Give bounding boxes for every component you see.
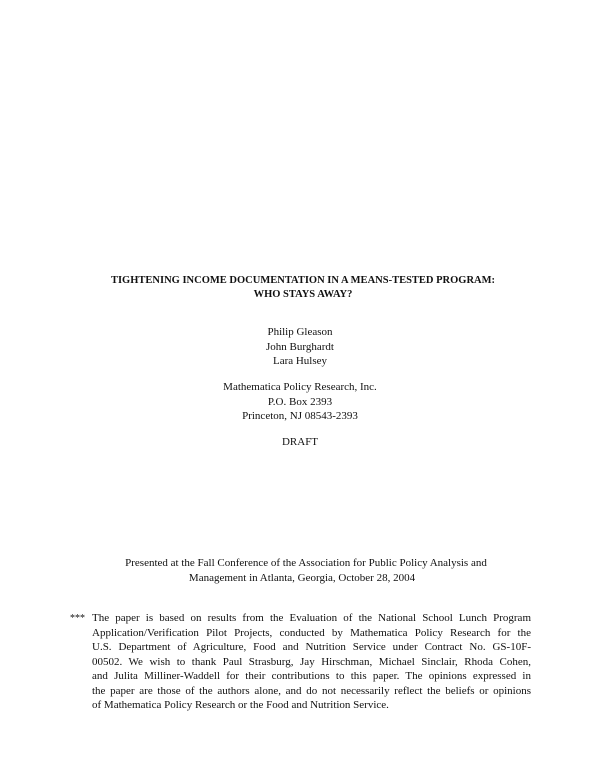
draft-label: DRAFT bbox=[281, 436, 319, 448]
presented-line-2: Management in Atlanta, Georgia, October 28, 2004 bbox=[188, 572, 416, 584]
title-line-2: WHO STAYS AWAY? bbox=[253, 289, 353, 300]
footnote-line: the paper are those of the authors alone, and do not necessarily reflect the beliefs or opinions bbox=[92, 684, 531, 697]
affiliation-name: Mathematica Policy Research, Inc. bbox=[223, 381, 377, 393]
footnote-marker: *** bbox=[70, 613, 85, 624]
author-1: Philip Gleason bbox=[267, 326, 333, 338]
presented-line-1: Presented at the Fall Conference of the Association for Public Policy Analysis and bbox=[125, 557, 487, 569]
author-2: John Burghardt bbox=[266, 341, 334, 353]
footnote-line: of Mathematica Policy Research or the Food and Nutrition Service. bbox=[92, 699, 389, 711]
affiliation-city: Princeton, NJ 08543-2393 bbox=[242, 410, 358, 422]
affiliation-pobox: P.O. Box 2393 bbox=[267, 396, 333, 408]
footnote-line: U.S. Department of Agriculture, Food and Nutrition Service under Contract No. GS-10F- bbox=[92, 641, 531, 653]
footnote-line: and Julita Milliner-Waddell for their contributions to this paper. The opinions expressed in bbox=[92, 670, 531, 682]
footnote-line: Application/Verification Pilot Projects, conducted by Mathematica Policy Research for the bbox=[92, 626, 531, 639]
title-line-1: TIGHTENING INCOME DOCUMENTATION IN A MEANS-TESTED PROGRAM: bbox=[110, 275, 496, 286]
footnote-line: The paper is based on results from the Evaluation of the National School Lunch Program bbox=[92, 612, 531, 624]
author-3: Lara Hulsey bbox=[272, 355, 328, 367]
footnote-line: 00502. We wish to thank Paul Strasburg, Jay Hirschman, Michael Sinclair, Rhoda Cohen, bbox=[92, 655, 531, 668]
